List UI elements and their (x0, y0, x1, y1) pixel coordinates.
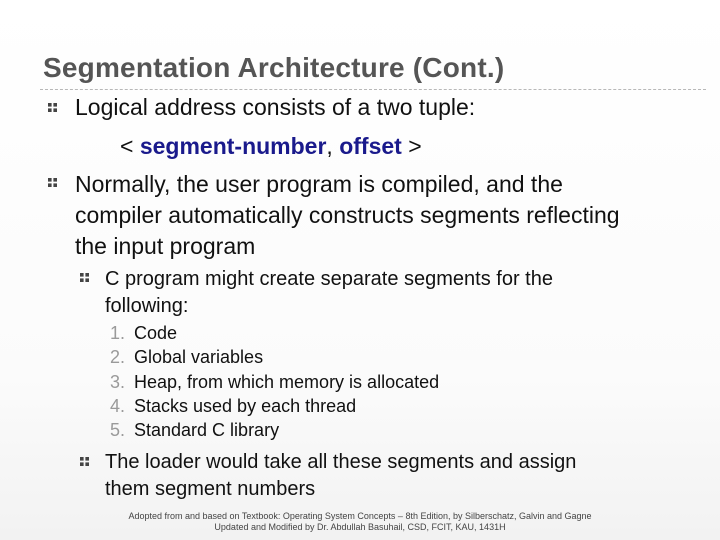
numbered-item (105, 394, 356, 418)
item-number: 3. (109, 372, 125, 392)
tuple-close: > (401, 133, 422, 159)
tuple-comma: , (326, 133, 340, 159)
numbered-item (105, 321, 177, 345)
numbered-item (105, 418, 279, 442)
sub-bullet-c-program-line2: following: (105, 295, 189, 317)
numbered-item (105, 345, 263, 369)
item-text: Heap, from which memory is allocated (134, 372, 440, 392)
item-number: 4. (109, 396, 125, 416)
four-leaf-bullet-icon (48, 178, 57, 187)
footer-credit-line2: Updated and Modified by Dr. Abdullah Basuhail, CSD, FCIT, KAU, 1431H (214, 522, 506, 532)
bullet-compiler-line1: Normally, the user program is compiled, and the (75, 171, 563, 197)
sub-bullet-loader-line1: The loader would take all these segments and assign (105, 451, 577, 473)
item-text: Standard C library (134, 420, 280, 440)
tuple-open: < (120, 133, 140, 159)
tuple-line (120, 131, 422, 161)
footer-credit-line1: Adopted from and based on Textbook: Operating System Concepts – 8th Edition, by Silberschatz, Galvin and Gagne (128, 511, 592, 521)
four-leaf-bullet-icon (80, 457, 89, 466)
numbered-item (105, 370, 439, 394)
item-text: Code (134, 323, 178, 343)
segment-number-keyword: segment-number (139, 133, 327, 159)
offset-keyword: offset (339, 133, 402, 159)
item-text: Stacks used by each thread (134, 396, 357, 416)
slide-title: Segmentation Architecture (Cont.) (43, 52, 505, 83)
item-text: Global variables (134, 347, 264, 367)
item-number: 2. (109, 347, 125, 367)
bullet-compiler-line2: compiler automatically constructs segments reflecting (75, 202, 620, 228)
item-number: 1. (109, 323, 125, 343)
title-divider (40, 89, 706, 90)
item-number: 5. (109, 420, 125, 440)
bullet-logical-address: Logical address consists of a two tuple: (75, 94, 476, 120)
four-leaf-bullet-icon (48, 103, 57, 112)
sub-bullet-c-program-line1: C program might create separate segments for the (105, 268, 553, 290)
sub-bullet-loader-line2: them segment numbers (105, 478, 316, 500)
bullet-compiler-line3: the input program (75, 233, 256, 259)
four-leaf-bullet-icon (80, 273, 89, 282)
